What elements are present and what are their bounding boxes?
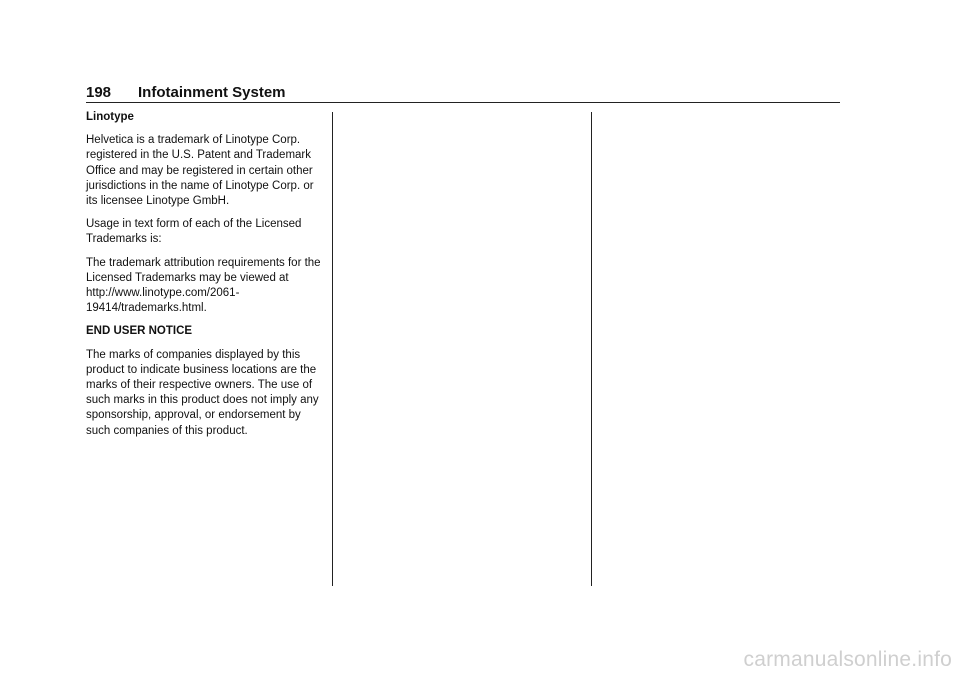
paragraph-usage: Usage in text form of each of the Licensed Trademarks is: <box>86 218 302 246</box>
paragraph-marks-notice: The marks of companies displayed by this product to indicate business locations are the marks of their respective owners. The use of such marks in this product does not imply any sponsorship, approval, or endorsement by such companies of this product. <box>86 348 319 437</box>
section-title: Infotainment System <box>138 84 286 101</box>
heading-end-user-notice: END USER NOTICE <box>86 325 193 338</box>
column-divider-left <box>332 112 333 586</box>
watermark: carmanualsonline.info <box>743 648 952 671</box>
page-number: 198 <box>86 84 112 101</box>
paragraph-attribution: The trademark attribution requirements for the Licensed Trademarks may be viewed at http://www.linotype.com/2061-19414/trademarks.html. <box>86 256 321 315</box>
left-column <box>86 110 324 447</box>
paragraph-helvetica-trademark: Helvetica is a trademark of Linotype Corp. registered in the U.S. Patent and Trademark Office and may be registered in certain other jurisdictions in the name of Linotype Corp. or its licensee Linotype GmbH. <box>86 134 314 208</box>
page-header <box>86 84 840 103</box>
heading-linotype: Linotype <box>86 111 134 123</box>
column-divider-right <box>591 112 592 586</box>
